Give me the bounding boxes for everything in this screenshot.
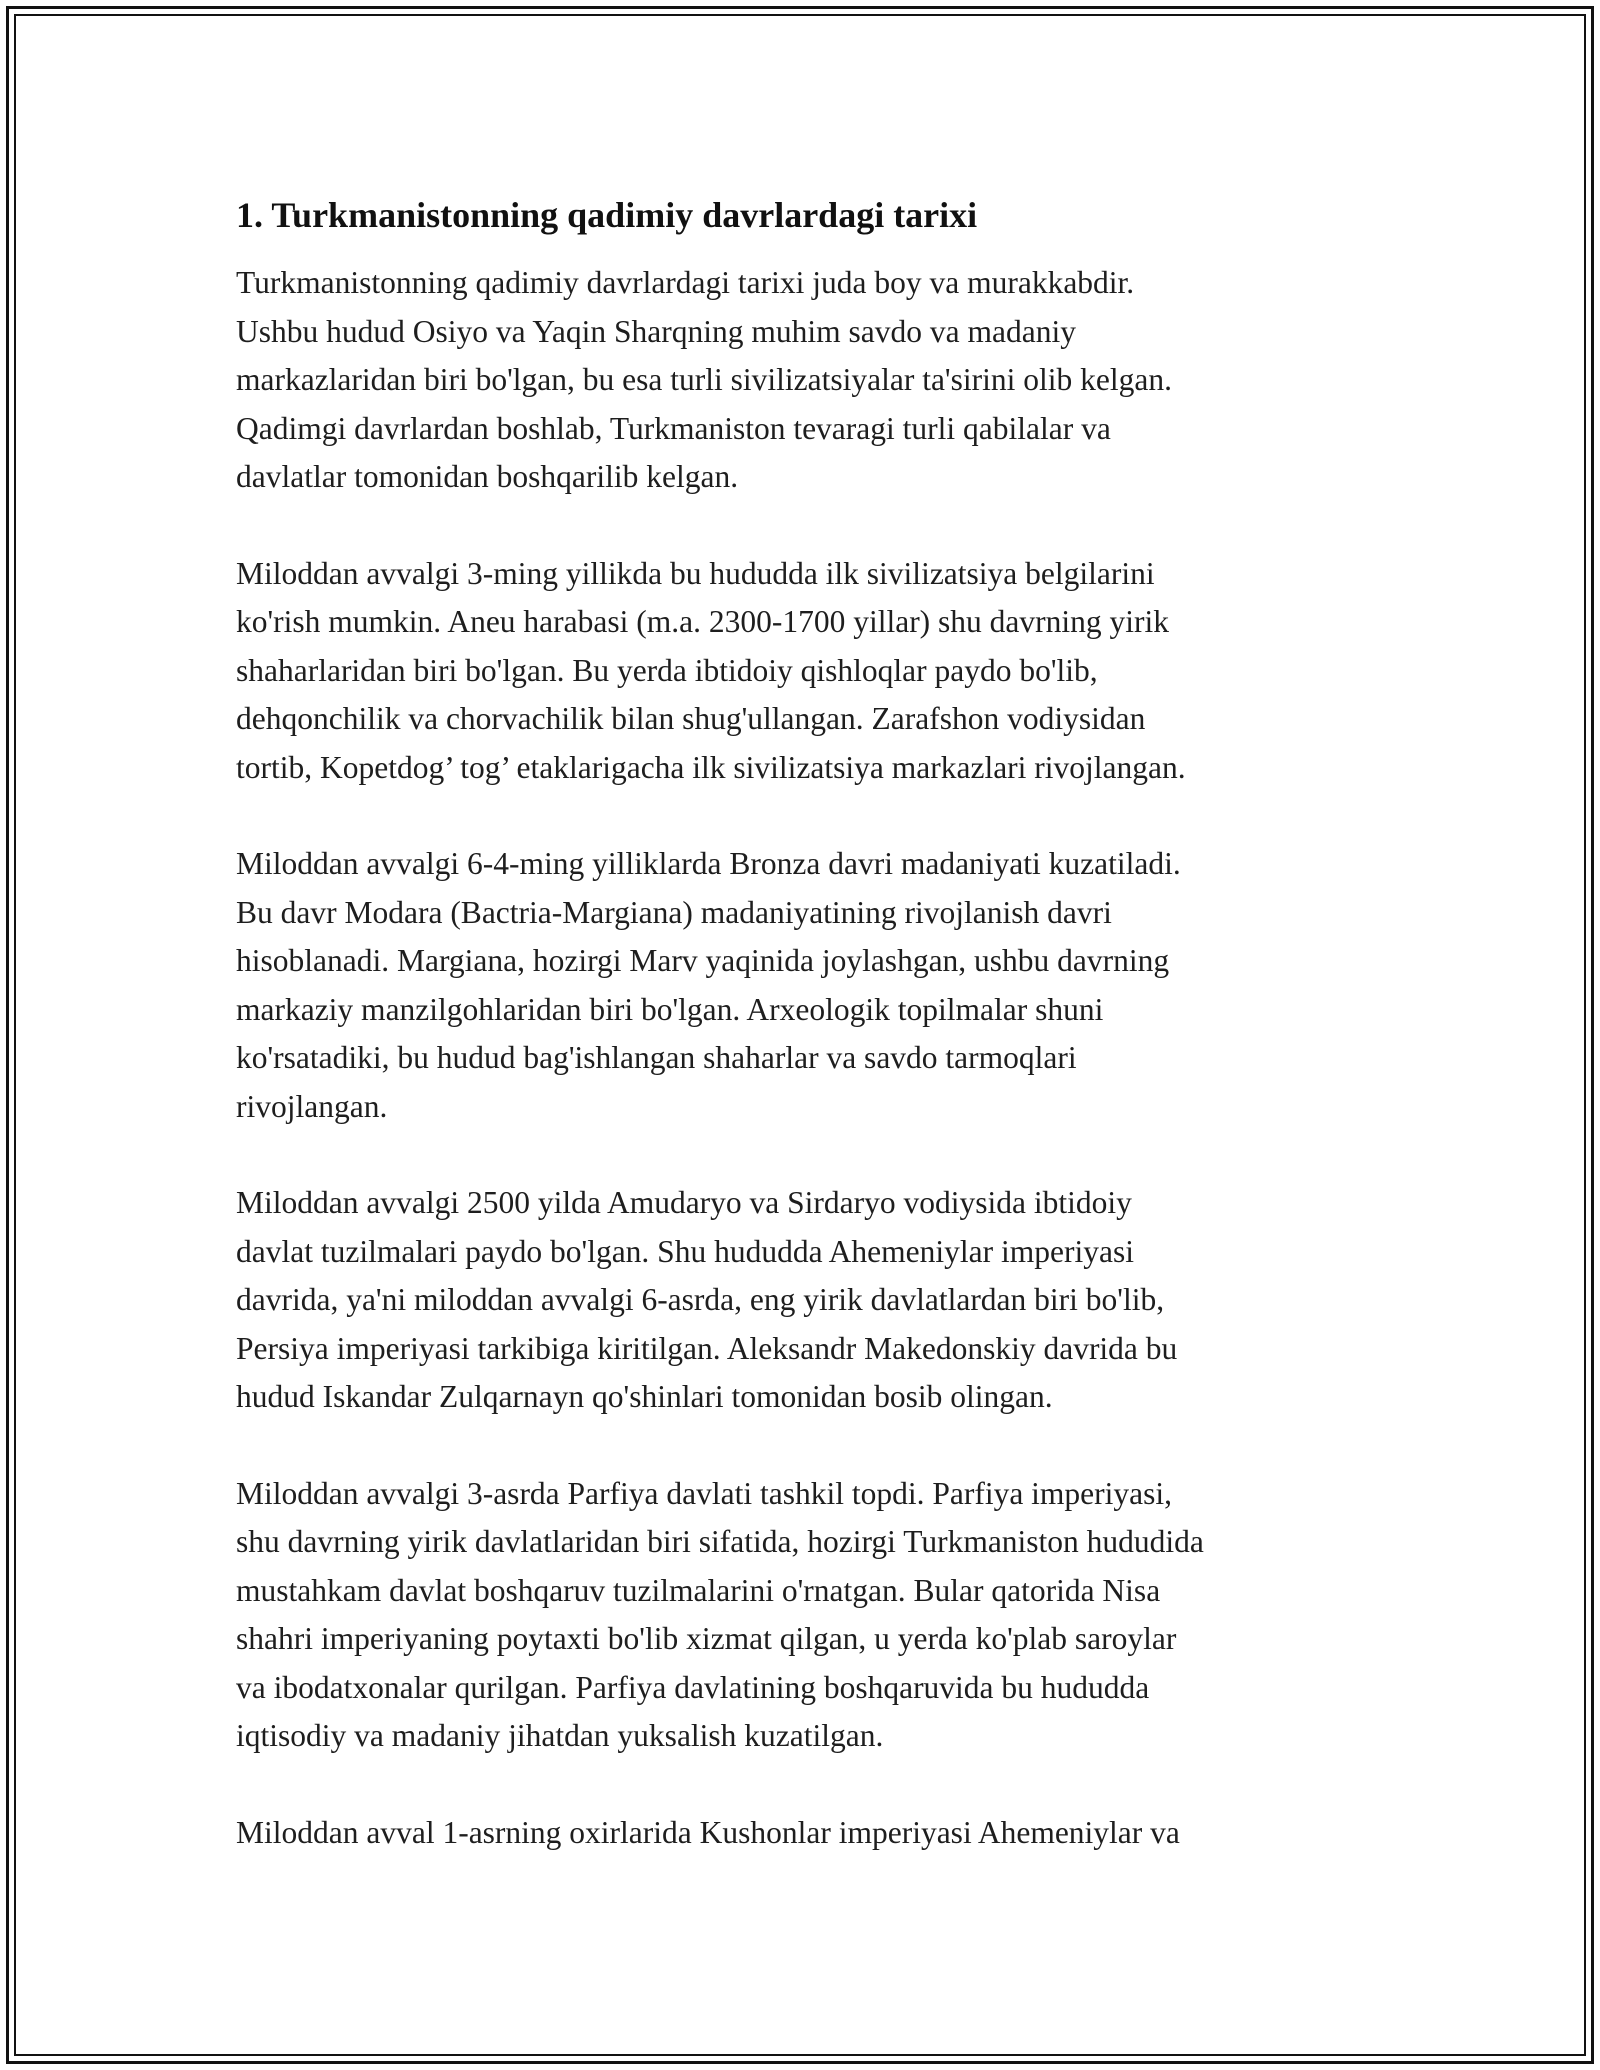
text-line: hisoblanadi. Margiana, hozirgi Marv yaqinida joylashgan, ushbu davrning <box>236 943 1170 978</box>
paragraph-5 <box>236 1470 1376 1761</box>
paragraph-1 <box>236 259 1376 502</box>
document-body <box>236 180 1376 1905</box>
text-line: rivojlangan. <box>236 1088 388 1124</box>
paragraph-6 <box>236 1809 1376 1858</box>
text-line: tortib, Kopetdog’ tog’ etaklarigacha ilk sivilizatsiya markazlari rivojlangan. <box>236 749 1186 785</box>
text-line: shahri imperiyaning poytaxti bo'lib xizmat qilgan, u yerda ko'plab saroylar <box>236 1621 1177 1656</box>
text-line: markaziy manzilgohlaridan biri bo'lgan. Arxeologik topilmalar shuni <box>236 991 1104 1027</box>
text-line: Miloddan avval 1-asrning oxirlarida Kushonlar imperiyasi Ahemeniylar va <box>236 1814 1180 1850</box>
text-line: Miloddan avvalgi 2500 yilda Amudaryo va Sirdaryo vodiysida ibtidoiy <box>236 1185 1132 1220</box>
text-line: Qadimgi davrlardan boshlab, Turkmaniston tevaragi turli qabilalar va <box>236 410 1111 446</box>
paragraph-3 <box>236 840 1376 1131</box>
text-line: Bu davr Modara (Bactria-Margiana) madaniyatining rivojlanish davri <box>236 894 1112 930</box>
text-line: Ushbu hudud Osiyo va Yaqin Sharqning muhim savdo va madaniy <box>236 313 1076 349</box>
text-line: ko'rsatadiki, bu hudud bag'ishlangan shaharlar va savdo tarmoqlari <box>236 1040 1077 1075</box>
paragraph-4 <box>236 1179 1376 1422</box>
text-line: davlat tuzilmalari paydo bo'lgan. Shu hududda Ahemeniylar imperiyasi <box>236 1233 1134 1269</box>
text-line: ko'rish mumkin. Aneu harabasi (m.a. 2300-1700 yillar) shu davrning yirik <box>236 604 1170 639</box>
text-line: davlatlar tomonidan boshqarilib kelgan. <box>236 459 739 494</box>
section-heading: 1. Turkmanistonning qadimiy davrlardagi tarixi <box>236 195 978 235</box>
text-line: markazlaridan biri bo'lgan, bu esa turli sivilizatsiyalar ta'sirini olib kelgan. <box>236 362 1172 397</box>
text-line: Persiya imperiyasi tarkibiga kiritilgan. Aleksandr Makedonskiy davrida bu <box>236 1330 1178 1366</box>
text-line: dehqonchilik va chorvachilik bilan shug'ullangan. Zarafshon vodiysidan <box>236 701 1146 736</box>
text-line: shu davrning yirik davlatlaridan biri sifatida, hozirgi Turkmaniston hududida <box>236 1524 1204 1559</box>
text-line: shaharlaridan biri bo'lgan. Bu yerda ibtidoiy qishloqlar paydo bo'lib, <box>236 652 1098 688</box>
paragraph-2 <box>236 550 1376 793</box>
text-line: mustahkam davlat boshqaruv tuzilmalarini o'rnatgan. Bular qatorida Nisa <box>236 1572 1161 1608</box>
text-line: Turkmanistonning qadimiy davrlardagi tarixi juda boy va murakkabdir. <box>236 265 1135 300</box>
text-line: hudud Iskandar Zulqarnayn qo'shinlari tomonidan bosib olingan. <box>236 1379 1053 1414</box>
text-line: Miloddan avvalgi 6-4-ming yilliklarda Bronza davri madaniyati kuzatiladi. <box>236 846 1181 881</box>
text-line: Miloddan avvalgi 3-ming yillikda bu hududda ilk sivilizatsiya belgilarini <box>236 555 1155 591</box>
text-line: davrida, ya'ni miloddan avvalgi 6-asrda, eng yirik davlatlardan biri bo'lib, <box>236 1282 1165 1317</box>
text-line: va ibodatxonalar qurilgan. Parfiya davlatining boshqaruvida bu hududda <box>236 1669 1150 1705</box>
text-line: iqtisodiy va madaniy jihatdan yuksalish kuzatilgan. <box>236 1718 884 1753</box>
text-line: Miloddan avvalgi 3-asrda Parfiya davlati tashkil topdi. Parfiya imperiyasi, <box>236 1475 1173 1511</box>
